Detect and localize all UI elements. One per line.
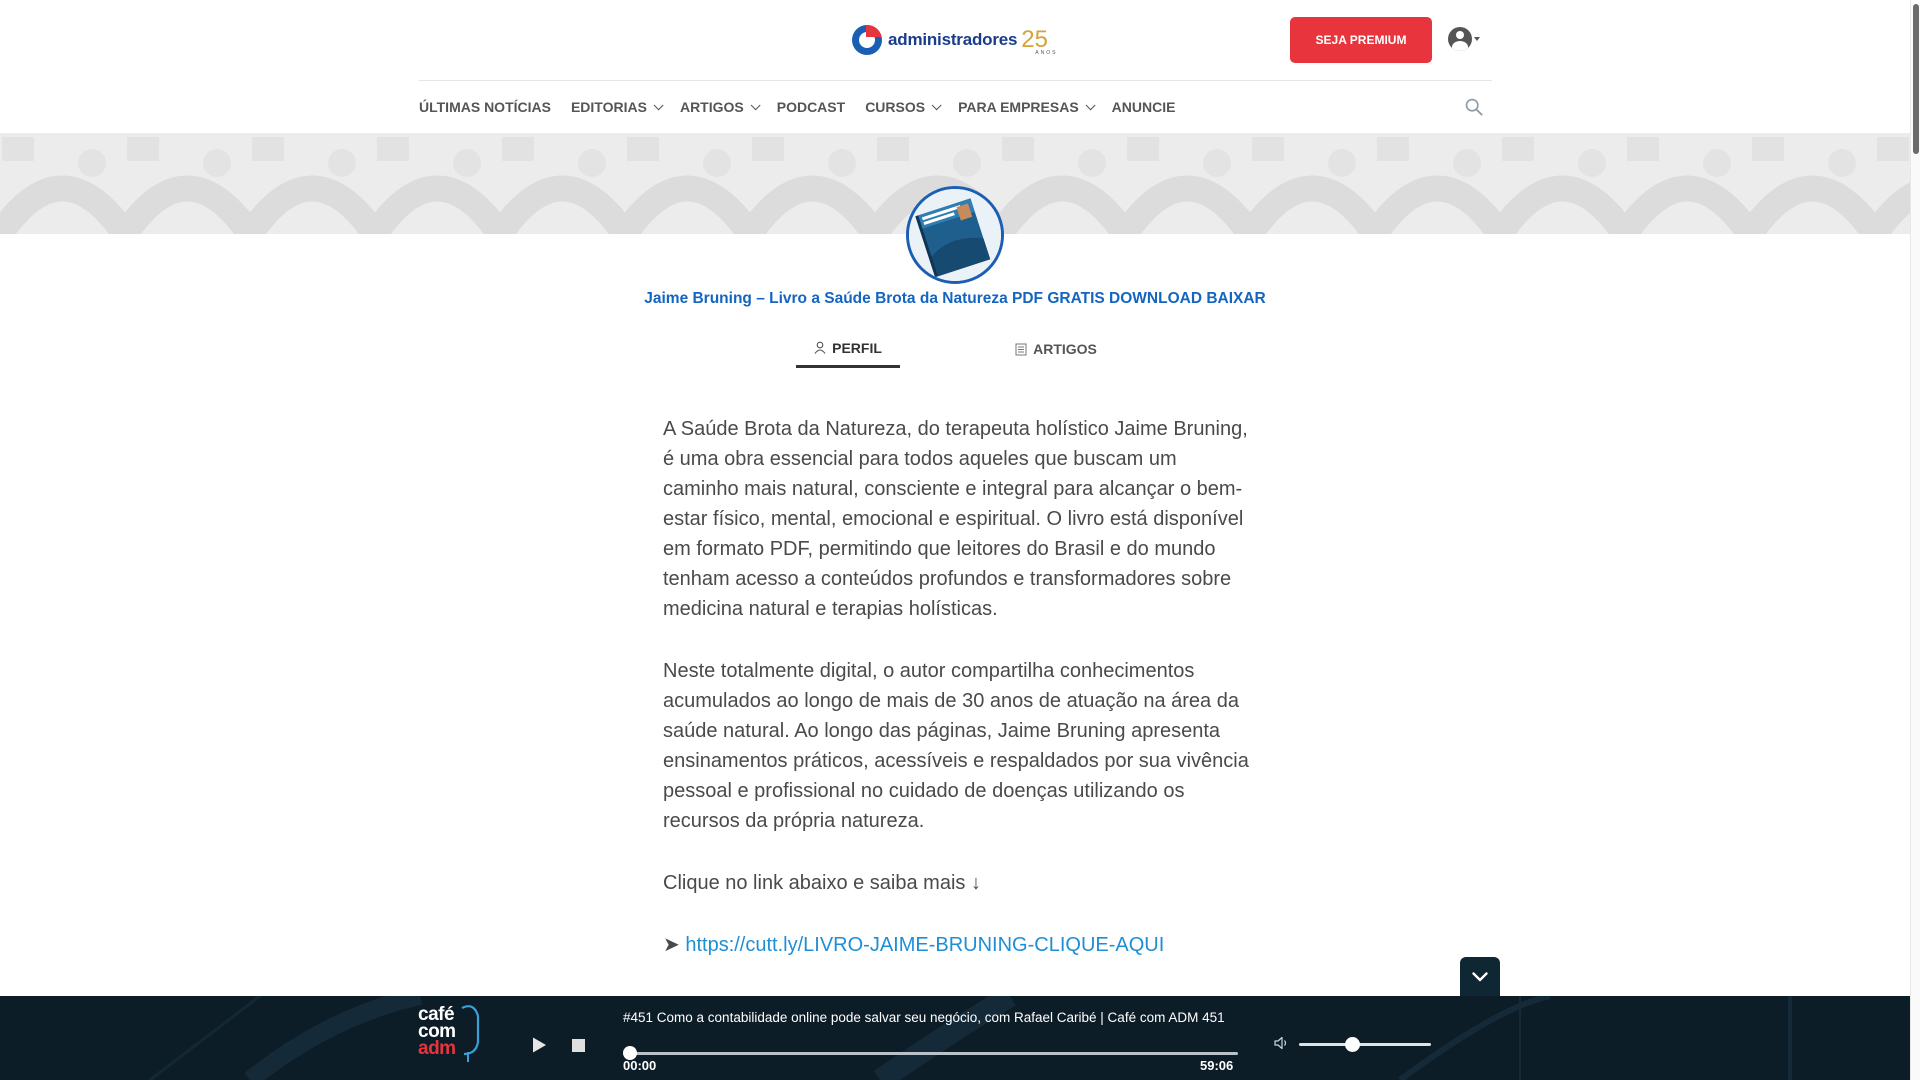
user-menu[interactable] <box>1448 27 1480 51</box>
nav-item-label: ÚLTIMAS NOTÍCIAS <box>419 99 551 115</box>
profile-bio <box>663 414 1251 992</box>
nav-item[interactable] <box>958 99 1092 115</box>
chevron-down-icon <box>654 100 664 110</box>
tab-perfil[interactable] <box>796 330 900 368</box>
scrollbar-thumb[interactable] <box>1913 4 1919 154</box>
nav-item[interactable] <box>571 99 660 115</box>
volume-handle[interactable] <box>1345 1037 1360 1052</box>
site-logo[interactable] <box>852 25 1058 56</box>
cafe-logo-line: adm <box>418 1038 456 1059</box>
tab-artigos-label: ARTIGOS <box>1033 341 1097 357</box>
chevron-down-icon <box>750 100 760 110</box>
total-time: 59:06 <box>1200 1058 1234 1073</box>
bio-paragraph: Neste totalmente digital, o autor compartilha conhecimentos acumulados ao longo de mais de 30 anos de atuação na área da saúde natural. Ao longo das páginas, Jaime Bruning apresenta ensinamentos práticos, acessíveis e respaldados por sua vivência pessoal e profissional no cuidado de doenças utilizando os recursos da própria natureza. <box>663 660 1249 832</box>
episode-title: #451 Como a contabilidade online pode salvar seu negócio, com Rafael Caribé | Café com ADM 451 <box>623 1010 1225 1025</box>
chevron-down-icon <box>932 100 942 110</box>
logo-text: administradores <box>888 30 1018 49</box>
nav-item-label: ARTIGOS <box>679 99 744 115</box>
bio-link[interactable]: https://cutt.ly/LIVRO-JAIME-BRUNING-CLIQUE-AQUI <box>685 934 1165 956</box>
premium-button[interactable]: SEJA PREMIUM <box>1290 17 1432 63</box>
microphone-icon <box>454 1002 484 1064</box>
tab-perfil-label: PERFIL <box>832 339 882 356</box>
stop-icon[interactable] <box>572 1039 585 1052</box>
top-header <box>0 0 1910 80</box>
nav-item[interactable] <box>1112 99 1176 115</box>
search-icon[interactable] <box>1465 98 1483 116</box>
user-circle-icon <box>1448 27 1472 51</box>
page-scrollbar[interactable] <box>1910 0 1920 1080</box>
player-collapse-button[interactable] <box>1460 957 1500 997</box>
nav-item[interactable] <box>680 99 757 115</box>
logo-years <box>1021 26 1058 56</box>
bio-paragraph: Clique no link abaixo e saiba mais ↓ <box>663 872 981 894</box>
profile-name: Jaime Bruning – Livro a Saúde Brota da Natureza PDF GRATIS DOWNLOAD BAIXAR <box>644 290 1266 307</box>
logo-years-suffix: ANOS <box>1035 50 1058 56</box>
profile-avatar <box>906 186 1004 284</box>
nav-item-label: ANUNCIE <box>1111 99 1176 115</box>
book-cover-image <box>909 189 1001 281</box>
bio-paragraph: A Saúde Brota da Natureza, do terapeuta holístico Jaime Bruning, é uma obra essencial para todos aqueles que buscam um caminho mais natural, consciente e integral para alcançar o bem-estar físico, mental, emocional e espiritual. O livro está disponível em formato PDF, permitindo que leitores do Brasil e do mundo tenham acesso a conteúdos profundos e transformadores sobre medicina natural e terapias holísticas. <box>663 418 1248 620</box>
nav-item-label: CURSOS <box>865 99 926 115</box>
caret-down-icon <box>1474 37 1480 41</box>
nav-item[interactable] <box>865 99 938 115</box>
cafe-logo-line: com <box>418 1021 456 1042</box>
user-icon <box>814 341 826 354</box>
cafe-logo-line: café <box>418 1004 455 1025</box>
current-time: 00:00 <box>623 1058 657 1073</box>
nav-item[interactable] <box>777 99 845 115</box>
nav-item-label: PODCAST <box>776 99 846 115</box>
nav-item[interactable] <box>419 99 551 115</box>
main-nav <box>419 81 1492 133</box>
logo-mark-icon <box>852 25 882 55</box>
tab-artigos[interactable] <box>996 330 1116 368</box>
profile-tabs <box>796 330 1116 368</box>
volume-slider[interactable] <box>1299 1043 1431 1046</box>
nav-item-label: EDITORIAS <box>570 99 647 115</box>
play-icon[interactable] <box>530 1036 548 1054</box>
chevron-down-icon <box>1472 972 1488 982</box>
chevron-down-icon <box>1085 100 1095 110</box>
document-icon <box>1015 343 1027 356</box>
logo-years-number: 25 <box>1021 26 1048 53</box>
volume-icon[interactable] <box>1273 1035 1289 1051</box>
bio-link-line <box>663 930 1251 960</box>
arrow-icon: ➤ <box>663 934 680 956</box>
nav-item-label: PARA EMPRESAS <box>958 99 1079 115</box>
cafe-com-adm-logo <box>418 1006 490 1068</box>
progress-track[interactable] <box>630 1052 1238 1055</box>
